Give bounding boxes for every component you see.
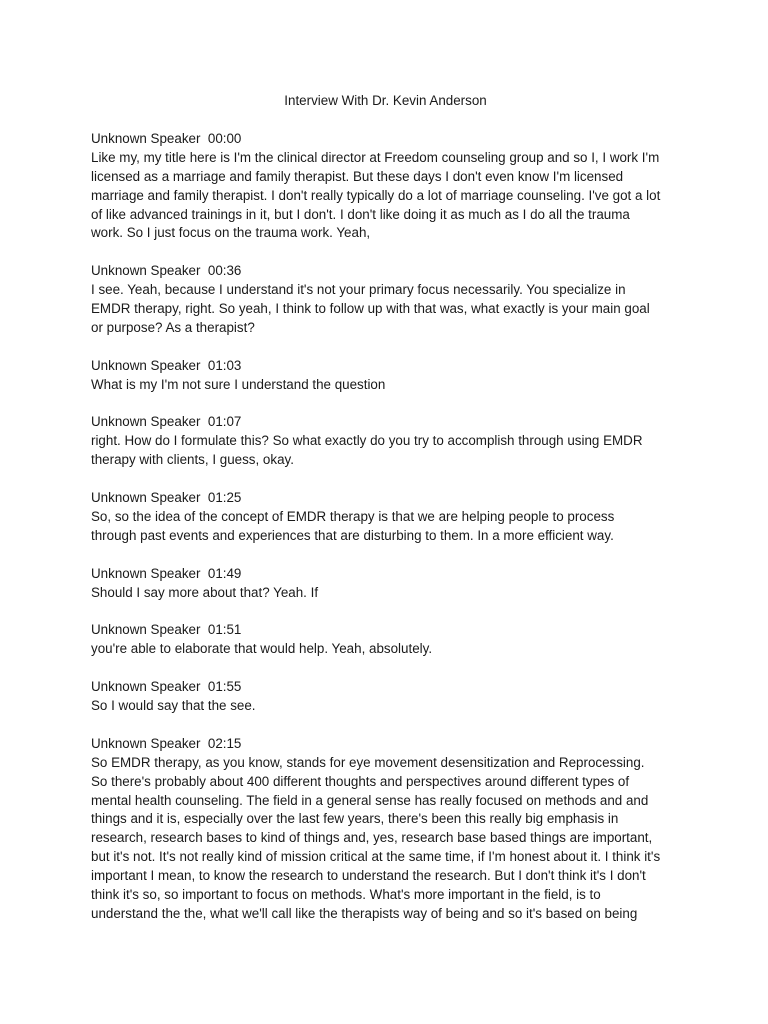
timestamp: 01:55 (207, 679, 242, 695)
speaker-label (91, 621, 680, 640)
document-title: Interview With Dr. Kevin Anderson (284, 93, 487, 108)
speech-text (91, 376, 680, 395)
speaker-name: Unknown Speaker (91, 414, 201, 430)
timestamp: 01:51 (207, 622, 242, 638)
speech-line: work. So I just focus on the trauma work. Yeah, (91, 225, 371, 241)
speech-line: you're able to elaborate that would help. Yeah, absolutely. (91, 641, 433, 657)
speaker-name: Unknown Speaker (91, 357, 201, 373)
transcript-entry (91, 489, 680, 546)
speaker-name: Unknown Speaker (91, 490, 201, 506)
speech-line: So there's probably about 400 different thoughts and perspectives around different types of (91, 773, 630, 789)
speech-line: EMDR therapy, right. So yeah, I think to follow up with that was, what exactly is your main goal (91, 301, 650, 317)
timestamp: 00:00 (207, 130, 242, 146)
timestamp: 02:15 (207, 735, 242, 751)
speaker-name: Unknown Speaker (91, 565, 201, 581)
speaker-name: Unknown Speaker (91, 622, 201, 638)
speech-line: research, research bases to kind of things and, yes, research base based things are important, (91, 830, 653, 846)
speech-line: Like my, my title here is I'm the clinical director at Freedom counseling group and so I, I work I'm (91, 149, 660, 165)
transcript-entry (91, 130, 680, 243)
transcript-entry (91, 262, 680, 338)
speaker-name: Unknown Speaker (91, 679, 201, 695)
speaker-name: Unknown Speaker (91, 263, 201, 279)
transcript-entry (91, 357, 680, 395)
speech-line: right. How do I formulate this? So what exactly do you try to accomplish through using EMDR (91, 433, 643, 449)
transcript-entry (91, 565, 680, 603)
speech-line: but it's not. It's not really kind of mission critical at the same time, if I'm honest about it. I think it's (91, 849, 661, 865)
speech-line: So, so the idea of the concept of EMDR therapy is that we are helping people to process (91, 508, 615, 524)
speech-line: or purpose? As a therapist? (91, 319, 255, 335)
speech-line: understand the the, what we'll call like the therapists way of being and so it's based on being (91, 905, 638, 921)
speech-text (91, 508, 680, 546)
speech-text (91, 697, 680, 716)
speech-line: think it's so, so important to focus on methods. What's more important in the field, is to (91, 887, 601, 903)
speaker-label (91, 413, 680, 432)
timestamp: 00:36 (207, 263, 242, 279)
speaker-label (91, 735, 680, 754)
speech-line: I see. Yeah, because I understand it's not your primary focus necessarily. You specialize in (91, 282, 626, 298)
speaker-label (91, 565, 680, 584)
timestamp: 01:25 (207, 490, 242, 506)
transcript-entry (91, 678, 680, 716)
timestamp: 01:07 (207, 414, 242, 430)
speaker-name: Unknown Speaker (91, 735, 201, 751)
speech-line: of like advanced trainings in it, but I don't. I don't like doing it as much as I do all the trauma (91, 206, 630, 222)
speech-line: mental health counseling. The field in a general sense has really focused on methods and and (91, 792, 649, 808)
speaker-label (91, 357, 680, 376)
speech-text (91, 432, 680, 470)
speaker-label (91, 678, 680, 697)
timestamp: 01:49 (207, 565, 242, 581)
speech-line: licensed as a marriage and family therapist. But these days I don't even know I'm licensed (91, 168, 624, 184)
speaker-label (91, 489, 680, 508)
speech-line: marriage and family therapist. I don't really typically do a lot of marriage counseling. I've got a lot (91, 187, 661, 203)
speech-line: things and it is, especially over the last few years, there's been this really big emphasis in (91, 811, 619, 827)
speaker-label (91, 262, 680, 281)
speech-text (91, 149, 680, 244)
speech-line: So EMDR therapy, as you know, stands for eye movement desensitization and Reprocessing. (91, 754, 645, 770)
speech-text (91, 754, 680, 924)
timestamp: 01:03 (207, 357, 242, 373)
transcript-entry (91, 735, 680, 924)
transcript-entry (91, 621, 680, 659)
speech-line: important I mean, to know the research to understand the research. But I don't think it's I don't (91, 868, 646, 884)
speech-text (91, 584, 680, 603)
speech-text (91, 640, 680, 659)
speech-text (91, 281, 680, 338)
speaker-label (91, 130, 680, 149)
speaker-name: Unknown Speaker (91, 130, 201, 146)
speech-line: Should I say more about that? Yeah. If (91, 584, 319, 600)
speech-line: therapy with clients, I guess, okay. (91, 452, 294, 468)
transcript (91, 130, 680, 924)
transcript-entry (91, 413, 680, 470)
speech-line: What is my I'm not sure I understand the question (91, 376, 386, 392)
speech-line: So I would say that the see. (91, 697, 256, 713)
speech-line: through past events and experiences that are disturbing to them. In a more efficient way. (91, 527, 614, 543)
